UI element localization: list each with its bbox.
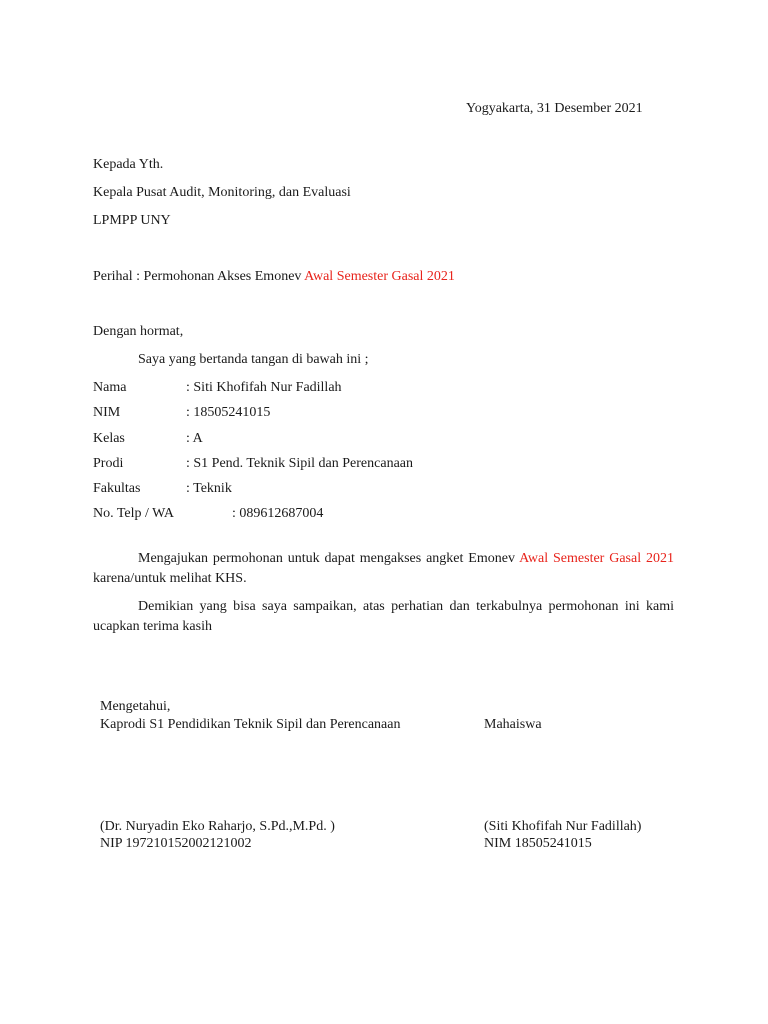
- sig-left-position: Kaprodi S1 Pendidikan Teknik Sipil dan Perencanaan: [100, 717, 401, 732]
- field-value-prodi: : S1 Pend. Teknik Sipil dan Perencanaan: [186, 456, 414, 471]
- field-label-telp: No. Telp / WA: [93, 506, 174, 521]
- date-line: Yogyakarta, 31 Desember 2021: [466, 101, 643, 116]
- subject-prefix: Perihal : Permohonan Akses Emonev: [93, 269, 305, 284]
- field-label-prodi: Prodi: [93, 456, 124, 471]
- field-value-telp: : 089612687004: [232, 506, 324, 521]
- body-paragraph-2: [93, 597, 674, 637]
- sig-right-nim: NIM 18505241015: [484, 836, 592, 851]
- recipient-line-3: LPMPP UNY: [93, 213, 171, 228]
- field-label-kelas: Kelas: [93, 431, 125, 446]
- body1-after: karena/untuk melihat KHS.: [93, 571, 247, 586]
- field-label-fakultas: Fakultas: [93, 481, 141, 496]
- recipient-line-2: Kepala Pusat Audit, Monitoring, dan Evaluasi: [93, 185, 351, 200]
- field-label-nim: NIM: [93, 405, 121, 420]
- sig-left-name: (Dr. Nuryadin Eko Raharjo, S.Pd.,M.Pd. ): [100, 819, 335, 834]
- body2-text: Demikian yang bisa saya sampaikan, atas perhatian dan terkabulnya permohonan ini kami ucapkan terima kasih: [93, 599, 674, 634]
- recipient-line-1: Kepada Yth.: [93, 157, 164, 172]
- field-label-nama: Nama: [93, 380, 127, 395]
- field-value-nim: : 18505241015: [186, 405, 271, 420]
- subject-highlight: Awal Semester Gasal 2021: [304, 269, 455, 284]
- body1-highlight: Awal Semester Gasal 2021: [519, 551, 675, 566]
- field-value-kelas: : A: [186, 431, 203, 446]
- subject-line: [93, 268, 455, 286]
- field-value-fakultas: : Teknik: [186, 481, 232, 496]
- sig-left-nip: NIP 197210152002121002: [100, 836, 252, 851]
- greeting: Dengan hormat,: [93, 324, 184, 339]
- sig-right-name: (Siti Khofifah Nur Fadillah): [484, 819, 642, 834]
- intro-sentence: Saya yang bertanda tangan di bawah ini ;: [138, 352, 369, 367]
- body-paragraph-1: [93, 549, 674, 589]
- sig-right-title: Mahaiswa: [484, 717, 542, 732]
- sig-left-acknowledged: Mengetahui,: [100, 699, 171, 714]
- body1-before: Mengajukan permohonan untuk dapat mengakses angket Emonev: [138, 551, 520, 566]
- field-value-nama: : Siti Khofifah Nur Fadillah: [186, 380, 342, 395]
